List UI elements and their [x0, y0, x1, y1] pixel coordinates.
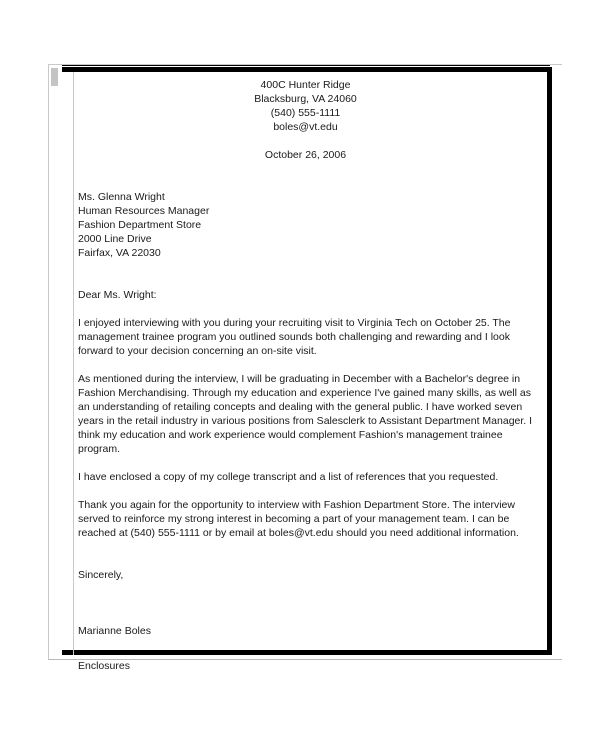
recipient-title: Human Resources Manager: [78, 205, 210, 217]
recipient-company: Fashion Department Store: [78, 219, 202, 231]
page-inner-guide-rule: [73, 72, 74, 655]
sender-phone: (540) 555-1111: [270, 107, 341, 119]
letter-paragraph: Thank you again for the opportunity to interview with Fashion Department Store. The interview served to reinforce my strong interest in becoming a part of your management team. I can be reached at (540) 555-1111 or by email at boles@vt.edu should you need additional information.: [78, 499, 519, 539]
enclosures-note: Enclosures: [78, 660, 130, 672]
letter-salutation: Dear Ms. Wright:: [78, 289, 157, 301]
letter-content: [78, 78, 533, 673]
letter-paragraph: I have enclosed a copy of my college transcript and a list of references that you requested.: [78, 471, 499, 483]
sender-address-block: [78, 78, 533, 134]
sender-address-line: 400C Hunter Ridge: [260, 79, 351, 91]
recipient-city-state-zip: Fairfax, VA 22030: [78, 247, 161, 259]
letter-date: October 26, 2006: [264, 149, 347, 161]
letter-paragraph: I enjoyed interviewing with you during your recruiting visit to Virginia Tech on October 25. The management trainee program you outlined sounds both challenging and rewarding and I look forward to your decision concerning an on-site visit.: [78, 317, 511, 357]
letter-closing: Sincerely,: [78, 569, 124, 581]
page-top-hairline: [62, 65, 550, 66]
sender-email: boles@vt.edu: [273, 121, 338, 133]
sender-address-line: Blacksburg, VA 24060: [254, 93, 357, 105]
recipient-address-block: [78, 190, 533, 260]
page-corner-marker: [51, 68, 58, 86]
signature-name: Marianne Boles: [78, 625, 151, 637]
recipient-name: Ms. Glenna Wright: [78, 191, 165, 203]
letter-paragraph: As mentioned during the interview, I will be graduating in December with a Bachelor's degree in Fashion Merchandising. Through my education and experience I've gained many skills, as well as an understanding of retailing concepts and dealing with the general public. I have worked seven years in the retail industry in various positions from Salesclerk to Assistant Department Manager. I think my education and work experience would complement Fashion's management trainee program.: [78, 373, 533, 455]
recipient-street: 2000 Line Drive: [78, 233, 152, 245]
